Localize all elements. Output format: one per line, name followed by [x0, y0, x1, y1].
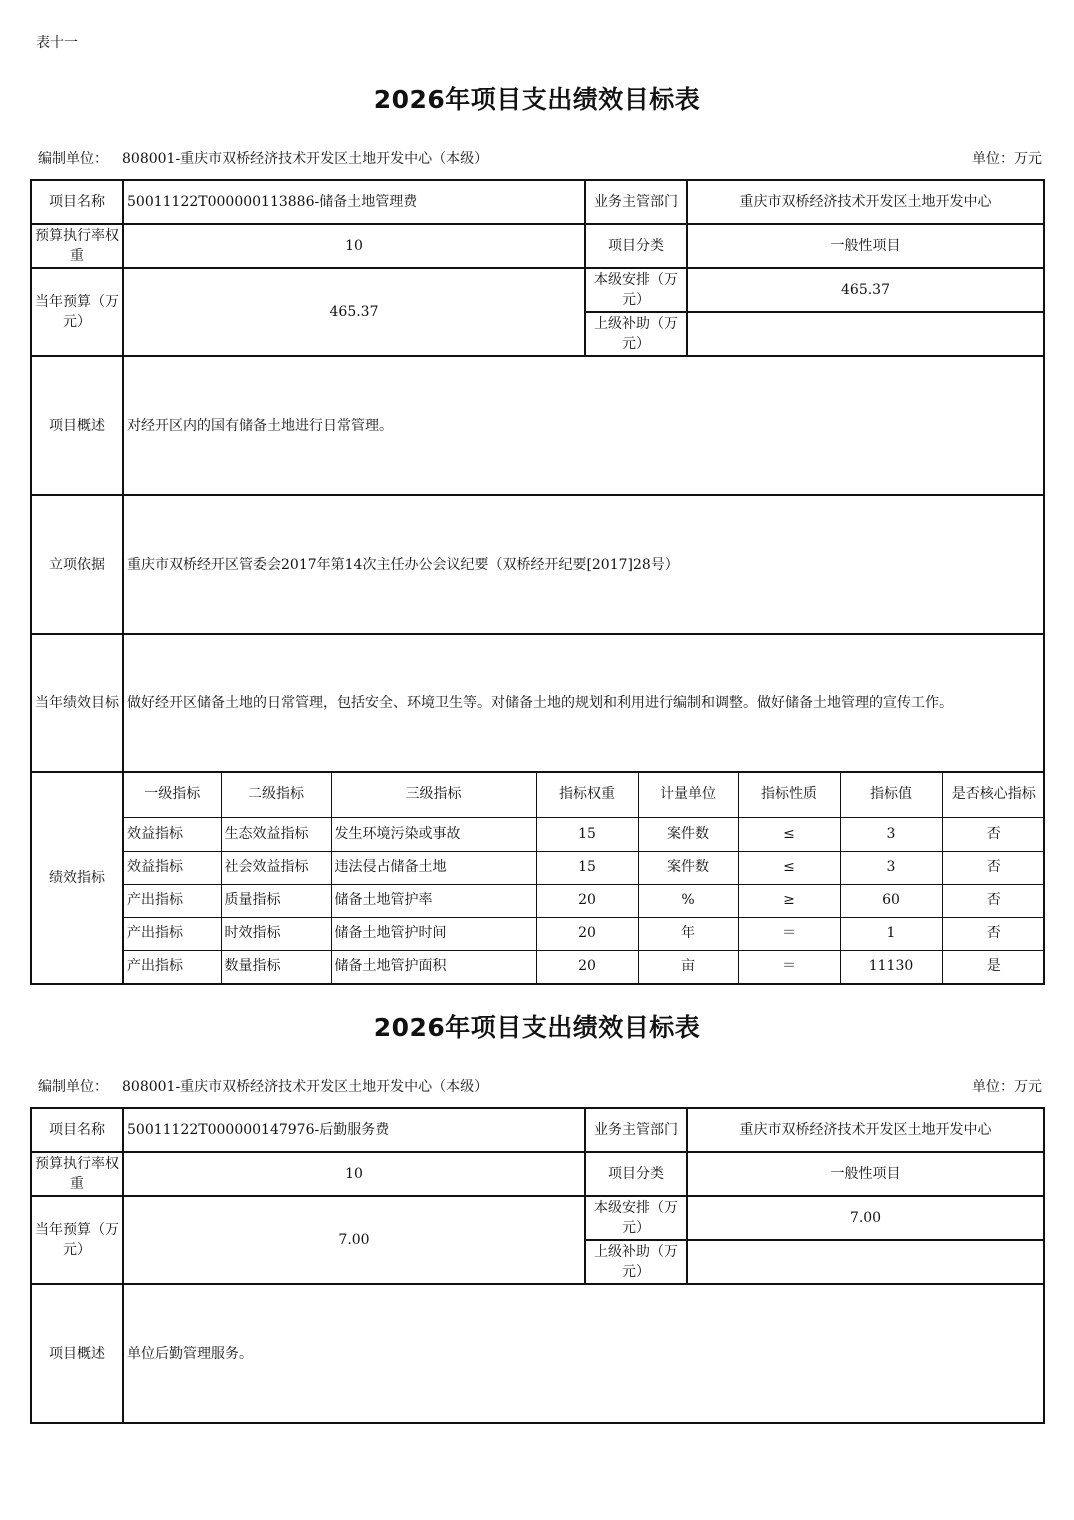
indicator-cell: ＝ [738, 917, 840, 950]
goal-label: 当年绩效目标 [31, 634, 123, 772]
indicator-row [124, 917, 1045, 950]
indicator-cell: ≥ [738, 884, 840, 917]
category-label: 项目分类 [585, 224, 687, 268]
indicator-cell: 储备土地管护时间 [331, 917, 536, 950]
indicator-cell: 年 [638, 917, 738, 950]
indicator-cell: 储备土地管护率 [331, 884, 536, 917]
exec-weight-value: 10 [123, 224, 585, 268]
goal-value: 做好经开区储备土地的日常管理，包括安全、环境卫生等。对储备土地的规划和利用进行编制和调整。做好储备土地管理的宣传工作。 [123, 634, 1044, 772]
indicator-cell: 11130 [840, 950, 942, 983]
indicator-cell: 产出指标 [124, 917, 221, 950]
indicator-cell: 否 [942, 917, 1045, 950]
indicator-header-row [124, 773, 1045, 817]
indicator-cell: 违法侵占储备土地 [331, 851, 536, 884]
indicator-cell: 产出指标 [124, 884, 221, 917]
indicator-cell: 20 [536, 950, 638, 983]
indicator-cell: 3 [840, 817, 942, 851]
budget-value: 465.37 [123, 268, 585, 356]
project-name-value: 50011122T000000113886-储备土地管理费 [123, 180, 585, 224]
indicator-cell: 效益指标 [124, 851, 221, 884]
superior-value-2 [687, 1240, 1044, 1284]
indicator-header: 计量单位 [638, 773, 738, 817]
project-name-label: 项目名称 [31, 180, 123, 224]
local-value-2: 7.00 [687, 1196, 1044, 1240]
unit-label: 单位：万元 [972, 151, 1042, 167]
category-value-2: 一般性项目 [687, 1152, 1044, 1196]
indicator-cell: 产出指标 [124, 950, 221, 983]
indicator-cell: 案件数 [638, 817, 738, 851]
exec-weight-label-2: 预算执行率权重 [31, 1152, 123, 1196]
department-value: 重庆市双桥经济技术开发区土地开发中心 [687, 180, 1044, 224]
indicator-row [124, 817, 1045, 851]
indicator-cell: 亩 [638, 950, 738, 983]
overview-value-2: 单位后勤管理服务。 [123, 1284, 1044, 1423]
page-title: 2026年项目支出绩效目标表 [373, 85, 701, 114]
superior-value [687, 312, 1044, 356]
local-value: 465.37 [687, 268, 1044, 312]
indicator-cell: 社会效益指标 [221, 851, 331, 884]
indicator-header: 一级指标 [124, 773, 221, 817]
basis-value: 重庆市双桥经开区管委会2017年第14次主任办公会议纪要（双桥经开纪要[2017]28号） [123, 495, 1044, 634]
compiler-label: 编制单位： [38, 151, 108, 167]
indicator-cell: 储备土地管护面积 [331, 950, 536, 983]
indicator-header: 指标权重 [536, 773, 638, 817]
project-name-label-2: 项目名称 [31, 1108, 123, 1152]
compiler-line-2 [38, 1076, 1042, 1096]
indicator-cell: 20 [536, 917, 638, 950]
exec-weight-value-2: 10 [123, 1152, 585, 1196]
indicator-header: 指标值 [840, 773, 942, 817]
indicator-cell: 质量指标 [221, 884, 331, 917]
indicator-header: 二级指标 [221, 773, 331, 817]
indicator-cell: 效益指标 [124, 817, 221, 851]
indicator-cell: 3 [840, 851, 942, 884]
indicator-cell: 否 [942, 851, 1045, 884]
performance-table-1 [30, 179, 1045, 985]
overview-label: 项目概述 [31, 356, 123, 495]
overview-label-2: 项目概述 [31, 1284, 123, 1423]
budget-label-2: 当年预算（万元） [31, 1196, 123, 1284]
indicator-cell: ＝ [738, 950, 840, 983]
indicator-cell: 60 [840, 884, 942, 917]
basis-label: 立项依据 [31, 495, 123, 634]
indicator-cell: ≤ [738, 851, 840, 884]
category-label-2: 项目分类 [585, 1152, 687, 1196]
indicator-cell: 时效指标 [221, 917, 331, 950]
indicator-header: 三级指标 [331, 773, 536, 817]
indicators-cell [123, 772, 1044, 984]
indicator-row [124, 884, 1045, 917]
indicator-cell: 生态效益指标 [221, 817, 331, 851]
department-value-2: 重庆市双桥经济技术开发区土地开发中心 [687, 1108, 1044, 1152]
overview-value: 对经开区内的国有储备土地进行日常管理。 [123, 356, 1044, 495]
indicators-table [124, 773, 1045, 983]
table-number: 表十一 [36, 35, 78, 51]
indicator-cell: 15 [536, 851, 638, 884]
compiler-label-2: 编制单位： [38, 1079, 108, 1095]
performance-table-2 [30, 1107, 1045, 1424]
indicator-cell: 否 [942, 817, 1045, 851]
unit-label-2: 单位：万元 [972, 1079, 1042, 1095]
indicator-header: 是否核心指标 [942, 773, 1045, 817]
local-label: 本级安排（万元） [585, 268, 687, 312]
compiler-value-2: 808001-重庆市双桥经济技术开发区土地开发中心（本级） [122, 1079, 489, 1095]
indicator-cell: 20 [536, 884, 638, 917]
compiler-line [38, 148, 1042, 168]
exec-weight-label: 预算执行率权重 [31, 224, 123, 268]
indicator-cell: 否 [942, 884, 1045, 917]
indicator-header: 指标性质 [738, 773, 840, 817]
indicator-cell: ≤ [738, 817, 840, 851]
department-label: 业务主管部门 [585, 180, 687, 224]
indicator-cell: % [638, 884, 738, 917]
indicator-cell: 发生环境污染或事故 [331, 817, 536, 851]
page-title-2: 2026年项目支出绩效目标表 [373, 1013, 701, 1042]
budget-label: 当年预算（万元） [31, 268, 123, 356]
indicator-cell: 1 [840, 917, 942, 950]
indicator-cell: 15 [536, 817, 638, 851]
indicator-row [124, 950, 1045, 983]
indicator-cell: 是 [942, 950, 1045, 983]
compiler-value: 808001-重庆市双桥经济技术开发区土地开发中心（本级） [122, 151, 489, 167]
department-label-2: 业务主管部门 [585, 1108, 687, 1152]
superior-label-2: 上级补助（万元） [585, 1240, 687, 1284]
budget-value-2: 7.00 [123, 1196, 585, 1284]
superior-label: 上级补助（万元） [585, 312, 687, 356]
project-name-value-2: 50011122T000000147976-后勤服务费 [123, 1108, 585, 1152]
category-value: 一般性项目 [687, 224, 1044, 268]
indicator-cell: 案件数 [638, 851, 738, 884]
indicators-label: 绩效指标 [31, 772, 123, 984]
indicator-cell: 数量指标 [221, 950, 331, 983]
indicator-row [124, 851, 1045, 884]
local-label-2: 本级安排（万元） [585, 1196, 687, 1240]
